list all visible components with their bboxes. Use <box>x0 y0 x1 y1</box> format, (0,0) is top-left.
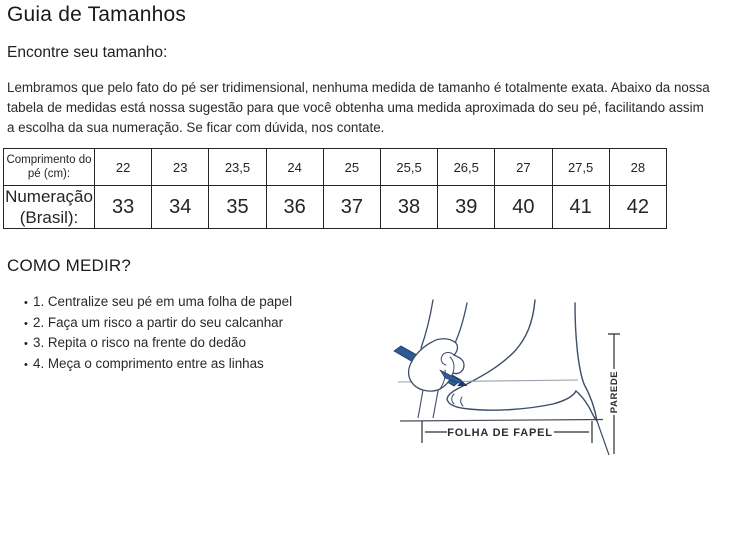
step-text: 2. Faça um risco a partir do seu calcanhar <box>33 314 284 330</box>
size-cell: 33 <box>95 186 152 229</box>
row-header-foot-length: Comprimento do pé (cm): <box>4 149 95 186</box>
list-item <box>0 356 292 377</box>
size-cell: 42 <box>609 186 666 229</box>
list-item <box>0 335 292 356</box>
size-cell: 40 <box>495 186 552 229</box>
length-cell: 25 <box>323 149 380 186</box>
bullet-icon: • <box>24 338 28 350</box>
length-cell: 23 <box>152 149 209 186</box>
table-row-foot-length <box>4 149 667 186</box>
wall-baseline <box>597 421 609 455</box>
length-cell: 23,5 <box>209 149 266 186</box>
list-item <box>0 315 292 336</box>
measuring-steps-list <box>0 294 292 376</box>
length-cell: 26,5 <box>438 149 495 186</box>
step-text: 4. Meça o comprimento entre as linhas <box>33 355 264 371</box>
bullet-icon: • <box>24 358 28 371</box>
size-chart-table <box>3 148 667 229</box>
foot-measuring-diagram <box>388 296 668 476</box>
size-cell: 35 <box>209 186 266 229</box>
size-cell: 41 <box>552 186 609 229</box>
size-cell: 37 <box>323 186 380 229</box>
paper-sheet-line <box>400 420 603 422</box>
length-cell: 27 <box>495 149 552 186</box>
length-cell: 24 <box>266 149 323 186</box>
page-title: Guia de Tamanhos <box>7 3 187 26</box>
bullet-icon: • <box>24 317 28 330</box>
section-subtitle: Encontre seu tamanho: <box>7 44 168 61</box>
length-cell: 25,5 <box>380 149 437 186</box>
intro-paragraph: Lembramos que pelo fato do pé ser tridimensional, nenhuma medida de tamanho é totalmente exata. Abaixo da nossa tabela de medidas está nossa sugestão para que você obtenha uma medida aproximada do seu pé, facilitando assim a escolha da sua numeração. Se ficar com dúvida, nos contate. <box>7 80 710 135</box>
list-item <box>0 294 292 315</box>
size-cell: 39 <box>438 186 495 229</box>
size-cell: 34 <box>152 186 209 229</box>
size-cell: 36 <box>266 186 323 229</box>
length-cell: 22 <box>95 149 152 186</box>
length-cell: 27,5 <box>552 149 609 186</box>
how-to-measure-heading: COMO MEDIR? <box>7 256 132 275</box>
paper-label: FOLHA DE FAPEL <box>447 427 553 439</box>
step-text: 1. Centralize seu pé em uma folha de papel <box>33 294 293 309</box>
step-text: 3. Repita o risco na frente do dedão <box>33 335 246 350</box>
table-row-brazil-size <box>4 186 667 229</box>
bullet-icon: • <box>24 297 28 309</box>
size-cell: 38 <box>380 186 437 229</box>
wall-label: PAREDE <box>609 370 620 414</box>
row-header-brazil-size: Numeração (Brasil): <box>5 187 93 227</box>
length-cell: 28 <box>609 149 666 186</box>
